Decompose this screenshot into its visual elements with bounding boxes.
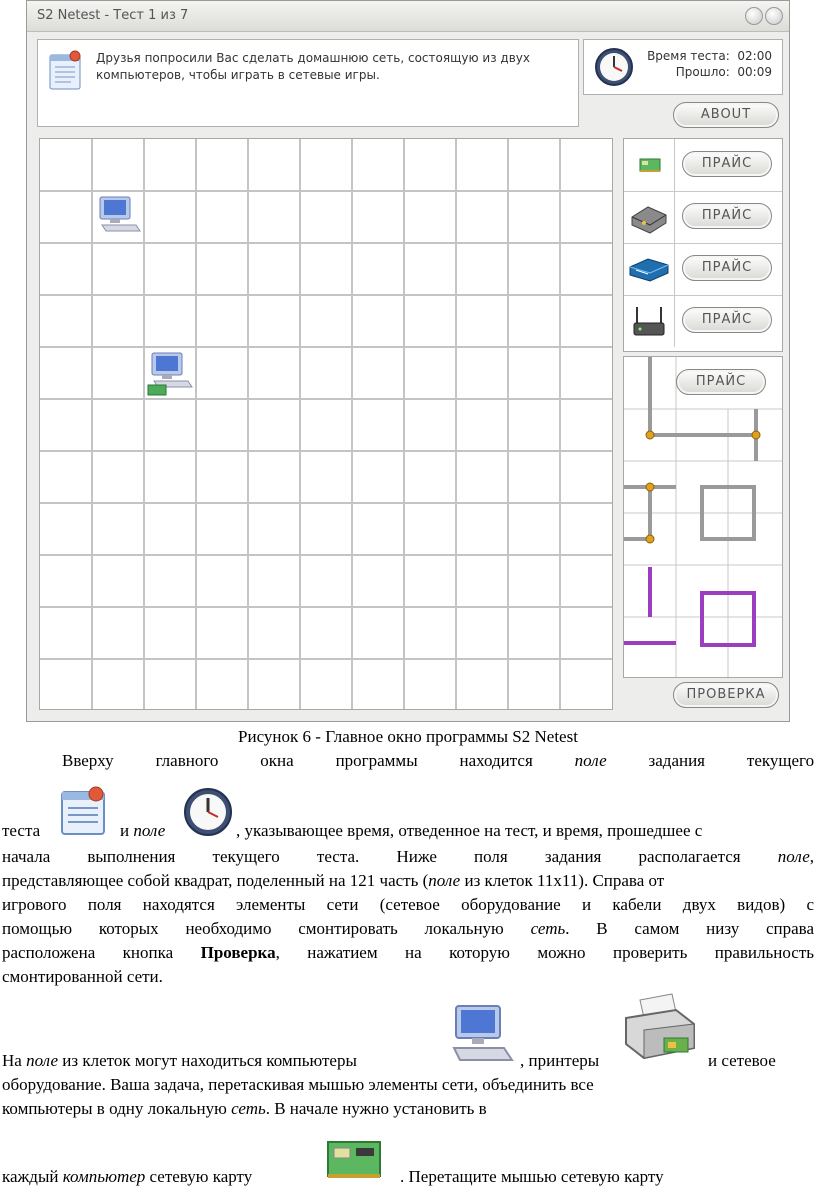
para2-line4-end: . Перетащите мышью сетевую карту	[400, 1167, 664, 1186]
network-card-icon	[318, 1134, 390, 1186]
para1-line2-start: теста	[2, 821, 41, 840]
para1-line8: смонтированной сети.	[2, 967, 163, 986]
hub-icon[interactable]	[624, 191, 674, 243]
para1-line6: помощью которых необходимо смонтировать локальную сеть. В самом низу справа	[2, 919, 815, 938]
price-button-network-card[interactable]: ПРАЙС	[682, 151, 772, 177]
para2-line1-start: На поле из клеток могут находиться компьютеры	[2, 1051, 357, 1070]
window-title: S2 Netest - Тест 1 из 7	[37, 8, 189, 23]
palette-row-switch	[624, 243, 782, 296]
time-clock-icon	[182, 786, 234, 838]
para1-line5: игрового поля находятся элементы сети (сетевое оборудование и кабели двух видов) с	[2, 895, 814, 914]
para2-line1-end: и сетевое	[708, 1051, 776, 1070]
check-button[interactable]: ПРОВЕРКА	[673, 682, 779, 708]
para1-line1: Вверху главного окна программы находится поле задания текущего	[62, 751, 815, 770]
figure-caption: Рисунок 6 - Главное окно программы S2 Netest	[238, 727, 578, 746]
palette-row-hub	[624, 191, 782, 244]
network-card-icon[interactable]	[624, 139, 674, 191]
cable-grid	[624, 357, 782, 677]
palette-row-network-card	[624, 139, 782, 192]
price-button-hub[interactable]: ПРАЙС	[682, 203, 772, 229]
equipment-palette	[623, 138, 783, 352]
para1-line4: представляющее собой квадрат, поделенный на 121 часть (поле из клеток 11х11). Справа от	[2, 871, 665, 890]
cable-palette	[623, 356, 783, 678]
para2-printers: , принтеры	[520, 1051, 600, 1070]
price-button-router[interactable]: ПРАЙС	[682, 307, 772, 333]
para2-line4-start: каждый компьютер сетевую карту	[2, 1167, 253, 1186]
para1-line7: расположена кнопка Проверка, нажатием на которую можно проверить правильность	[2, 943, 814, 962]
price-button-cables[interactable]: ПРАЙС	[676, 369, 766, 395]
task-panel	[37, 39, 579, 127]
para2-line3: компьютеры в одну локальную сеть. В начале нужно установить в	[2, 1099, 487, 1118]
para1-line2-rest: , указывающее время, отведенное на тест, и время, прошедшее с	[236, 821, 703, 840]
palette-row-router	[624, 295, 782, 347]
price-button-switch[interactable]: ПРАЙС	[682, 255, 772, 281]
program-window	[26, 0, 790, 722]
purple-cable[interactable]	[624, 567, 754, 645]
task-notepad-icon	[56, 782, 114, 838]
switch-icon[interactable]	[624, 243, 674, 295]
computer-icon[interactable]	[100, 197, 140, 231]
time-panel	[583, 39, 783, 95]
about-button[interactable]: ABOUT	[673, 102, 779, 128]
task-text: Друзья попросили Вас сделать домашнюю сеть, состоящую из двух компьютеров, чтобы играть в сетевые игры.	[96, 51, 530, 82]
printer-icon	[620, 990, 700, 1064]
title-bar	[27, 1, 789, 32]
minimize-button[interactable]	[745, 7, 763, 25]
close-button[interactable]	[765, 7, 783, 25]
elapsed-time: Прошло: 00:09	[675, 65, 772, 79]
computer-with-network-card-icon[interactable]	[148, 353, 192, 395]
test-time: Время теста: 02:00	[647, 49, 772, 63]
para1-line2-and: и поле	[120, 821, 166, 840]
para1-line3: начала выполнения текущего теста. Ниже поля задания располагается поле,	[2, 847, 814, 866]
clock-icon	[594, 47, 634, 87]
notepad-icon	[47, 49, 87, 91]
para2-line2: оборудование. Ваша задача, перетаскивая мышью элементы сети, объединить все	[2, 1075, 594, 1094]
game-field[interactable]	[39, 138, 613, 710]
field-grid	[40, 139, 612, 709]
router-icon[interactable]	[624, 295, 674, 347]
computer-icon	[446, 1004, 518, 1066]
